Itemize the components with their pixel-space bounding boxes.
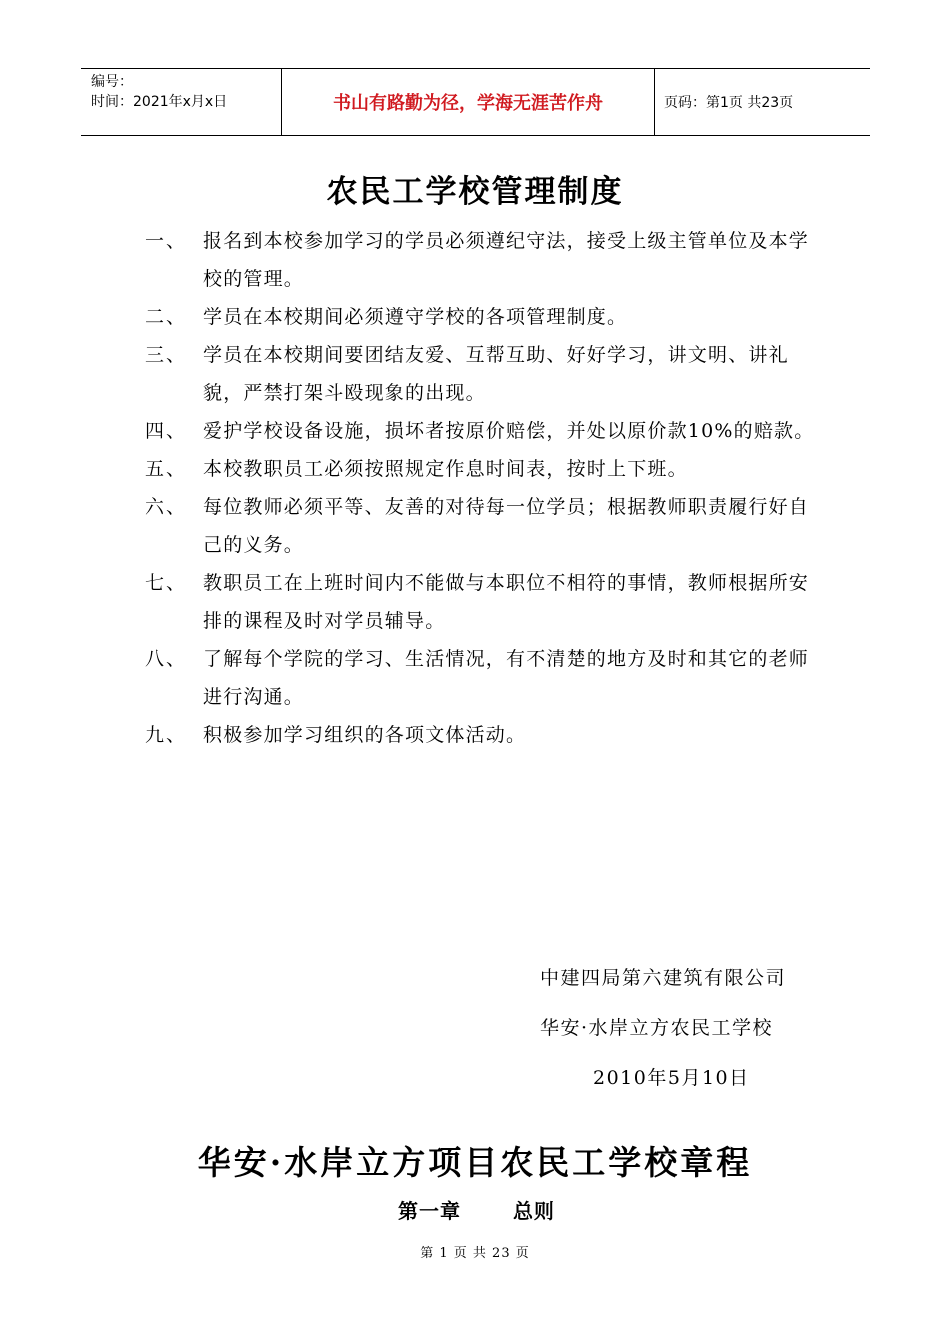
- document-title: 农民工学校管理制度: [326, 174, 624, 210]
- chapter-number: 第一章: [398, 1199, 461, 1223]
- signature-company: 中建四局第六建筑有限公司: [540, 967, 787, 989]
- signature-school: 华安·水岸立方农民工学校: [540, 1017, 774, 1039]
- signature-date: 2010年5月10日: [593, 1067, 750, 1089]
- header-meta-cell: [81, 69, 281, 135]
- chapter-heading: [398, 1195, 555, 1224]
- rule-text: 报名到本校参加学习的学员必须遵纪守法，接受上级主管单位及本学校的管理。: [203, 230, 810, 290]
- chapter-name: 总则: [512, 1199, 555, 1223]
- rule-text: 学员在本校期间要团结友爱、互帮互助、好好学习，讲文明、讲礼貌，严禁打架斗殴现象的出现。: [203, 344, 789, 404]
- header-page-info: 页码：第1页 共23页: [664, 95, 794, 111]
- rule-item: [145, 336, 815, 412]
- rule-number: 二、: [145, 306, 188, 328]
- rule-item: [145, 222, 815, 298]
- rule-number: 八、: [145, 648, 188, 670]
- rule-text: 爱护学校设备设施，损坏者按原价赔偿，并处以原价款10%的赔款。: [203, 420, 815, 442]
- rule-number: 四、: [145, 420, 188, 442]
- rule-number: 九、: [145, 724, 188, 746]
- rules-list: [145, 222, 815, 754]
- document-header-table: [81, 68, 870, 136]
- rule-item: [145, 564, 815, 640]
- rule-text: 每位教师必须平等、友善的对待每一位学员；根据教师职责履行好自己的义务。: [203, 496, 810, 556]
- rule-item: [145, 412, 815, 450]
- rule-text: 本校教职员工必须按照规定作息时间表，按时上下班。: [203, 458, 688, 480]
- rule-text: 学员在本校期间必须遵守学校的各项管理制度。: [203, 306, 628, 328]
- rule-text: 教职员工在上班时间内不能做与本职位不相符的事情，教师根据所安排的课程及时对学员辅导。: [203, 572, 810, 632]
- document-time-label: 时间：2021年x月x日: [91, 94, 228, 110]
- rule-item: [145, 640, 815, 716]
- rule-item: [145, 716, 815, 754]
- header-motto: 书山有路勤为径，学海无涯苦作舟: [281, 69, 655, 135]
- rule-item: [145, 488, 815, 564]
- rule-text: 积极参加学习组织的各项文体活动。: [203, 724, 527, 746]
- charter-title: 华安·水岸立方项目农民工学校章程: [197, 1143, 753, 1182]
- rule-number: 七、: [145, 572, 188, 594]
- page-footer: 第 1 页 共 23 页: [420, 1246, 530, 1261]
- rule-number: 五、: [145, 458, 188, 480]
- rule-text: 了解每个学院的学习、生活情况，有不清楚的地方及时和其它的老师进行沟通。: [203, 648, 810, 708]
- rule-number: 三、: [145, 344, 188, 366]
- rule-item: [145, 450, 815, 488]
- rule-number: 一、: [145, 230, 188, 252]
- rule-item: [145, 298, 815, 336]
- rule-number: 六、: [145, 496, 188, 518]
- document-number-label: 编号：: [91, 74, 133, 90]
